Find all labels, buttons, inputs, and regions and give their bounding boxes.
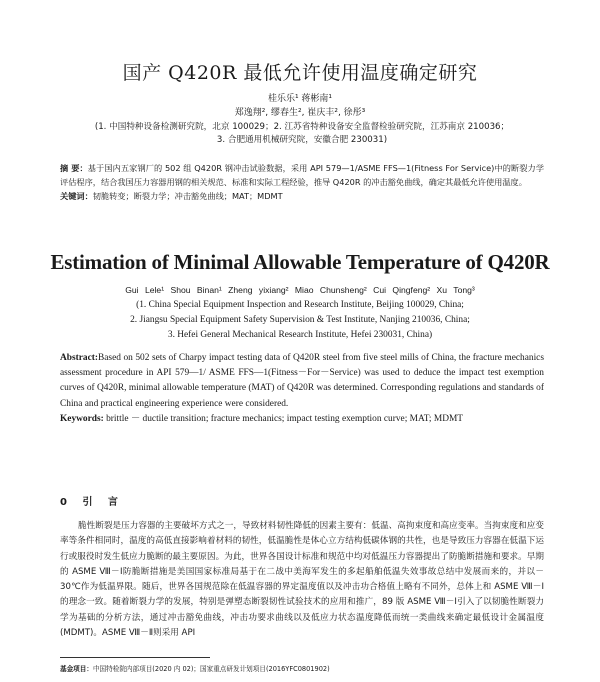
chinese-abstract-text: 基于国内五家钢厂的 502 组 Q420R 钢冲击试验数据，采用 API 579—1/ASME FFS—1(Fitness For Service)中的断裂力学评估程序，结合我国压力容器用钢的相关规范、标准和实际工程经验，推导 Q420R 的冲击豁免曲线，确定其最低允许使用温度。 (60, 163, 545, 187)
footnote-label: 基金项目： (60, 665, 93, 673)
english-title: Estimation of Minimal Allowable Temperature of Q420R (50, 250, 550, 274)
chinese-keywords (60, 189, 544, 203)
english-abstract-text: Based on 502 sets of Charpy impact testing data of Q420R steel from five steel mills of China, the fracture mechanics assessment procedure in API 579—1/ ASME FFS—1(Fitness－For－Service) was used to deduce the impact test exemption curves of Q420R, minimal allowable temperature (MAT) of Q420R was determined. Corresponding regulations and standards of China and practical engineering experience were considered. (60, 353, 544, 409)
chinese-affiliations (52, 121, 552, 146)
footnote-text: 中国特检院内部项目(2020 内 02)；国家重点研发计划项目(2016YFC0801902) (92, 665, 330, 673)
chinese-authors-line-2: 郑逸翔², 缪春生², 崔庆丰², 徐彤³ (234, 108, 366, 118)
chinese-affiliation-line-2: 3. 合肥通用机械研究院，安徽合肥 230031) (216, 134, 388, 145)
footnote (60, 663, 544, 673)
english-affiliation-2: 2. Jiangsu Special Equipment Safety Supervision & Test Institute, Nanjing 210036, China; (130, 315, 470, 325)
english-authors: Gui Lele¹ Shou Binan¹ Zheng yixiang² Miao Chunsheng² Cui Qingfeng² Xu Tong³ (125, 285, 475, 295)
english-affiliation-1: (1. China Special Equipment Inspection and Research Institute, Beijing 100029, China; (136, 300, 464, 310)
chinese-affiliation-line-1: (1. 中国特种设备检测研究院，北京 100029；2. 江苏省特种设备安全监督检验研究院，江苏南京 210036； (94, 122, 510, 132)
body-paragraph: 脆性断裂是压力容器的主要破坏方式之一，导致材料韧性降低的因素主要有：低温、高拘束度和高应变率。当拘束度和应变率等条件相同时，温度的高低直接影响着材料的韧性，低温脆性是体心立方结构低碳体钢的共性，也是导致压力容器在低温下运行或服役时发生低应力脆断的最主要原因。为此，世界各国设计标准和规范中均对低温压力容器提出了防脆断措施和要求。早期的 ASME Ⅷ－Ⅰ防脆断措施是美国国家标准局基于在二战中美海军发生的多起船舶低温失效事故总结中发展而来的，并以－30℃作为低温界限。随后，世界各国规范除在低温容器的界定温度值以及冲击功合格值上略有不同外，总体上和 ASME Ⅷ－Ⅰ的理念一致。随着断裂力学的发展，特别是弹塑态断裂韧性试验技术的应用和推广，89 版 ASME Ⅷ－Ⅰ引入了以韧脆性断裂力学为基础的分析方法，通过冲击豁免曲线，冲击功要求曲线以及低应力状态温度降低而统一类曲线来确定最低设计金属温度(MDMT)。ASME Ⅷ－Ⅱ则采用 API (60, 521, 544, 639)
english-abstract (60, 351, 544, 412)
chinese-authors-line-1: 桂乐乐¹ 蒋彬南¹ (267, 94, 333, 104)
section-title: 引 言 (82, 497, 118, 508)
section-number: 0 (60, 497, 67, 508)
english-keywords (60, 412, 544, 427)
chinese-keywords-label: 关键词： (60, 191, 93, 201)
english-abstract-label: Abstract: (60, 353, 99, 363)
section-heading (60, 493, 260, 508)
english-keywords-text: brittle － ductile transition; fracture mechanics; impact testing exemption curve; MAT; MDMT (106, 413, 464, 424)
footnote-divider (60, 657, 210, 658)
chinese-abstract-label: 摘 要： (60, 163, 88, 173)
chinese-keywords-text: 韧脆转变；断裂力学；冲击豁免曲线；MAT；MDMT (92, 191, 283, 201)
chinese-title: 国产 Q420R 最低允许使用温度确定研究 (122, 62, 478, 84)
english-affiliation-3: 3. Hefei General Mechanical Research Institute, Hefei 230031, China) (167, 330, 433, 340)
chinese-authors (0, 92, 600, 120)
english-affiliations (60, 298, 540, 343)
english-keywords-label: Keywords: (60, 413, 104, 424)
chinese-abstract-block (60, 161, 544, 203)
chinese-abstract (60, 161, 544, 189)
english-abstract-block (60, 351, 544, 427)
